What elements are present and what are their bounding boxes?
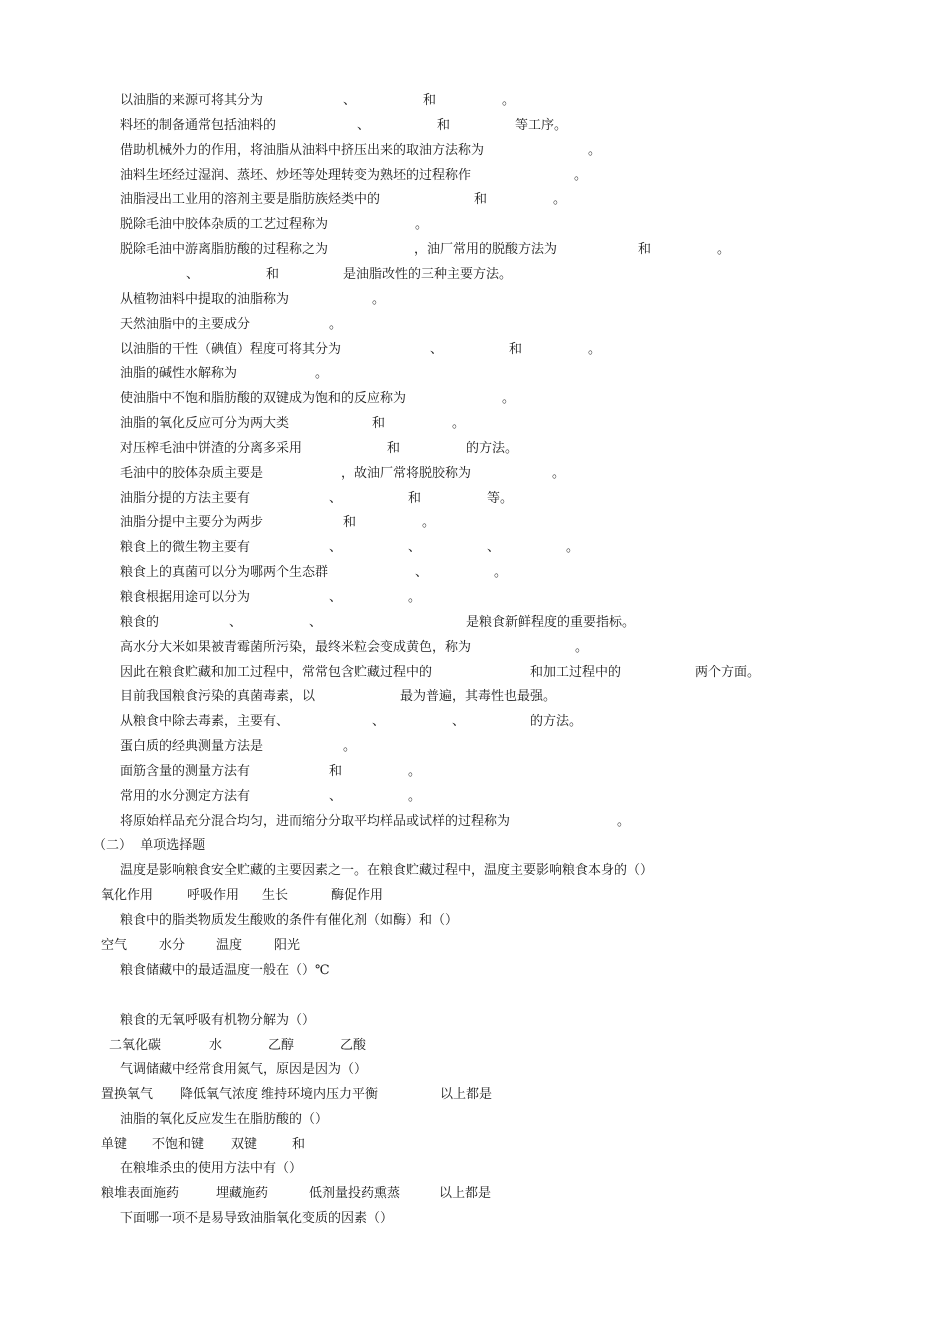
fill-blank-question-fragment: 。 [552,466,566,481]
fill-blank-question-fragment: 。 [588,143,602,158]
choice-option: 埋藏施药 [216,1186,269,1201]
fill-blank-question-text: 油料生坯经过湿润、蒸坯、炒坯等处理转变为熟坯的过程称作 [120,168,472,183]
fill-blank-question-fragment: 。 [717,242,731,257]
choice-question-text: 下面哪一项不是易导致油脂氧化变质的因素（） [120,1211,394,1226]
fill-blank-question-text: 油脂浸出工业用的溶剂主要是脂肪族烃类中的 [120,192,381,207]
fill-blank-question-fragment: 。 [315,366,329,381]
choice-option: 降低氧气浓度 [180,1087,259,1102]
fill-blank-question-text: 从植物油料中提取的油脂称为 [120,292,290,307]
fill-blank-question-text: 油脂的氧化反应可分为两大类 [120,416,290,431]
choice-option: 酶促作用 [331,888,384,903]
fill-blank-question-text: 粮食上的真菌可以分为哪两个生态群 [120,565,329,580]
fill-blank-question-text: 蛋白质的经典测量方法是 [120,739,264,754]
fill-blank-question-text: 从粮食中除去毒素，主要有、 [120,714,290,729]
choice-question-text: 油脂的氧化反应发生在脂肪酸的（） [120,1112,329,1127]
fill-blank-question-fragment: 、 [487,540,501,555]
fill-blank-question-text: 脱除毛油中胶体杂质的工艺过程称为 [120,217,329,232]
fill-blank-question-fragment: 、 [229,615,243,630]
choice-option: 单键 [101,1137,128,1152]
fill-blank-question-fragment: 。 [566,540,580,555]
fill-blank-question-fragment: 、 [408,540,422,555]
fill-blank-question-fragment: 和 [423,93,437,108]
choice-option: 粮堆表面施药 [101,1186,180,1201]
fill-blank-question-fragment: 和 [387,441,401,456]
choice-question-text: 气调储藏中经常食用氮气，原因是因为（） [120,1062,368,1077]
fill-blank-question-fragment: 和 [266,267,280,282]
fill-blank-question-fragment: 。 [408,789,422,804]
fill-blank-question-fragment: 。 [408,764,422,779]
fill-blank-question-text: 高水分大米如果被青霉菌所污染，最终米粒会变成黄色，称为 [120,640,472,655]
fill-blank-question-fragment: 。 [422,515,436,530]
fill-blank-question-fragment: 和 [408,491,422,506]
fill-blank-question-text: 面筋含量的测量方法有 [120,764,251,779]
fill-blank-question-text: 料坯的制备通常包括油料的 [120,118,277,133]
section-heading: （二） 单项选择题 [93,838,206,853]
choice-option: 温度 [216,938,243,953]
fill-blank-question-fragment: 。 [494,565,508,580]
fill-blank-question-text: 以油脂的干性（碘值）程度可将其分为 [120,342,342,357]
fill-blank-question-fragment: 、 [329,491,343,506]
fill-blank-question-fragment: 的方法。 [466,441,519,456]
fill-blank-question-text: 因此在粮食贮藏和加工过程中，常常包含贮藏过程中的 [120,665,433,680]
choice-question-text: 粮食储藏中的最适温度一般在（）℃ [120,963,330,978]
fill-blank-question-fragment: 。 [502,391,516,406]
fill-blank-question-fragment: 的方法。 [530,714,583,729]
choice-option: 和 [292,1137,306,1152]
fill-blank-question-fragment: 、 [329,540,343,555]
fill-blank-question-text: 油脂分提的方法主要有 [120,491,251,506]
fill-blank-question-fragment: 。 [553,192,567,207]
fill-blank-question-fragment: 和 [372,416,386,431]
fill-blank-question-text: 将原始样品充分混合均匀，进而缩分分取平均样品或试样的过程称为 [120,814,511,829]
fill-blank-question-fragment: ，故油厂常将脱胶称为 [341,466,472,481]
fill-blank-question-fragment: 。 [452,416,466,431]
choice-option: 呼吸作用 [187,888,240,903]
choice-option: 置换氧气 [101,1087,154,1102]
fill-blank-question-text: 毛油中的胶体杂质主要是 [120,466,264,481]
fill-blank-question-fragment: 。 [575,640,589,655]
fill-blank-question-fragment: 等工序。 [515,118,568,133]
choice-option: 阳光 [274,938,301,953]
fill-blank-question-fragment: 、 [309,615,323,630]
choice-option: 低剂量投药熏蒸 [309,1186,401,1201]
fill-blank-question-fragment: 和 [343,515,357,530]
fill-blank-question-text: 对压榨毛油中饼渣的分离多采用 [120,441,303,456]
choice-option: 水分 [159,938,186,953]
fill-blank-question-fragment: 、 [415,565,429,580]
fill-blank-question-fragment: 。 [343,739,357,754]
fill-blank-question-fragment: 。 [574,168,588,183]
fill-blank-question-text: 粮食根据用途可以分为 [120,590,251,605]
choice-option: 乙醇 [268,1038,295,1053]
fill-blank-question-text: 、 [186,267,200,282]
fill-blank-question-text: 以油脂的来源可将其分为 [120,93,264,108]
fill-blank-question-fragment: 、 [329,590,343,605]
fill-blank-question-fragment: 、 [430,342,444,357]
fill-blank-question-fragment: 、 [329,789,343,804]
fill-blank-question-fragment: 。 [329,317,343,332]
fill-blank-question-fragment: 和 [437,118,451,133]
fill-blank-question-fragment: 、 [372,714,386,729]
fill-blank-question-fragment: 和 [474,192,488,207]
fill-blank-question-fragment: 、 [343,93,357,108]
fill-blank-question-fragment: 和 [329,764,343,779]
fill-blank-question-fragment: 。 [617,814,631,829]
fill-blank-question-fragment: 等。 [487,491,514,506]
fill-blank-question-fragment: 。 [408,590,422,605]
fill-blank-question-text: 粮食上的微生物主要有 [120,540,251,555]
fill-blank-question-text: 粮食的 [120,615,160,630]
fill-blank-question-fragment: 。 [372,292,386,307]
fill-blank-question-text: 油脂的碱性水解称为 [120,366,238,381]
fill-blank-question-fragment: 是粮食新鲜程度的重要指标。 [466,615,636,630]
choice-question-text: 温度是影响粮食安全贮藏的主要因素之一。在粮食贮藏过程中，温度主要影响粮食本身的（） [120,863,654,878]
fill-blank-question-text: 脱除毛油中游离脂肪酸的过程称之为 [120,242,329,257]
fill-blank-question-fragment: 。 [415,217,429,232]
fill-blank-question-text: 使油脂中不饱和脂肪酸的双键成为饱和的反应称为 [120,391,407,406]
fill-blank-question-text: 油脂分提中主要分为两步 [120,515,264,530]
choice-option: 双键 [231,1137,258,1152]
fill-blank-question-fragment: 、 [452,714,466,729]
fill-blank-question-text: 常用的水分测定方法有 [120,789,251,804]
fill-blank-question-text: 借助机械外力的作用，将油脂从油料中挤压出来的取油方法称为 [120,143,485,158]
fill-blank-question-fragment: 最为普遍，其毒性也最强。 [400,689,557,704]
choice-option: 乙酸 [340,1038,367,1053]
fill-blank-question-fragment: 和 [638,242,652,257]
fill-blank-question-fragment: 是油脂改性的三种主要方法。 [343,267,513,282]
fill-blank-question-fragment: 、 [357,118,371,133]
choice-option: 不饱和键 [152,1137,205,1152]
choice-question-text: 在粮堆杀虫的使用方法中有（） [120,1161,303,1176]
choice-option: 空气 [101,938,128,953]
choice-option: 二氧化碳 [109,1038,162,1053]
choice-option: 水 [209,1038,223,1053]
choice-option: 生长 [262,888,289,903]
choice-question-text: 粮食中的脂类物质发生酸败的条件有催化剂（如酶）和（） [120,913,459,928]
fill-blank-question-text: 目前我国粮食污染的真菌毒素，以 [120,689,316,704]
choice-option: 以上都是 [439,1186,492,1201]
choice-question-text: 粮食的无氧呼吸有机物分解为（） [120,1013,316,1028]
fill-blank-question-fragment: 和加工过程中的 [530,665,622,680]
choice-option: 以上都是 [440,1087,493,1102]
fill-blank-question-fragment: 两个方面。 [695,665,761,680]
choice-option: 维持环境内压力平衡 [261,1087,379,1102]
fill-blank-question-fragment: ，油厂常用的脱酸方法为 [414,242,558,257]
fill-blank-question-fragment: 。 [502,93,516,108]
fill-blank-question-fragment: 。 [588,342,602,357]
choice-option: 氧化作用 [101,888,154,903]
fill-blank-question-text: 天然油脂中的主要成分 [120,317,251,332]
fill-blank-question-fragment: 和 [509,342,523,357]
